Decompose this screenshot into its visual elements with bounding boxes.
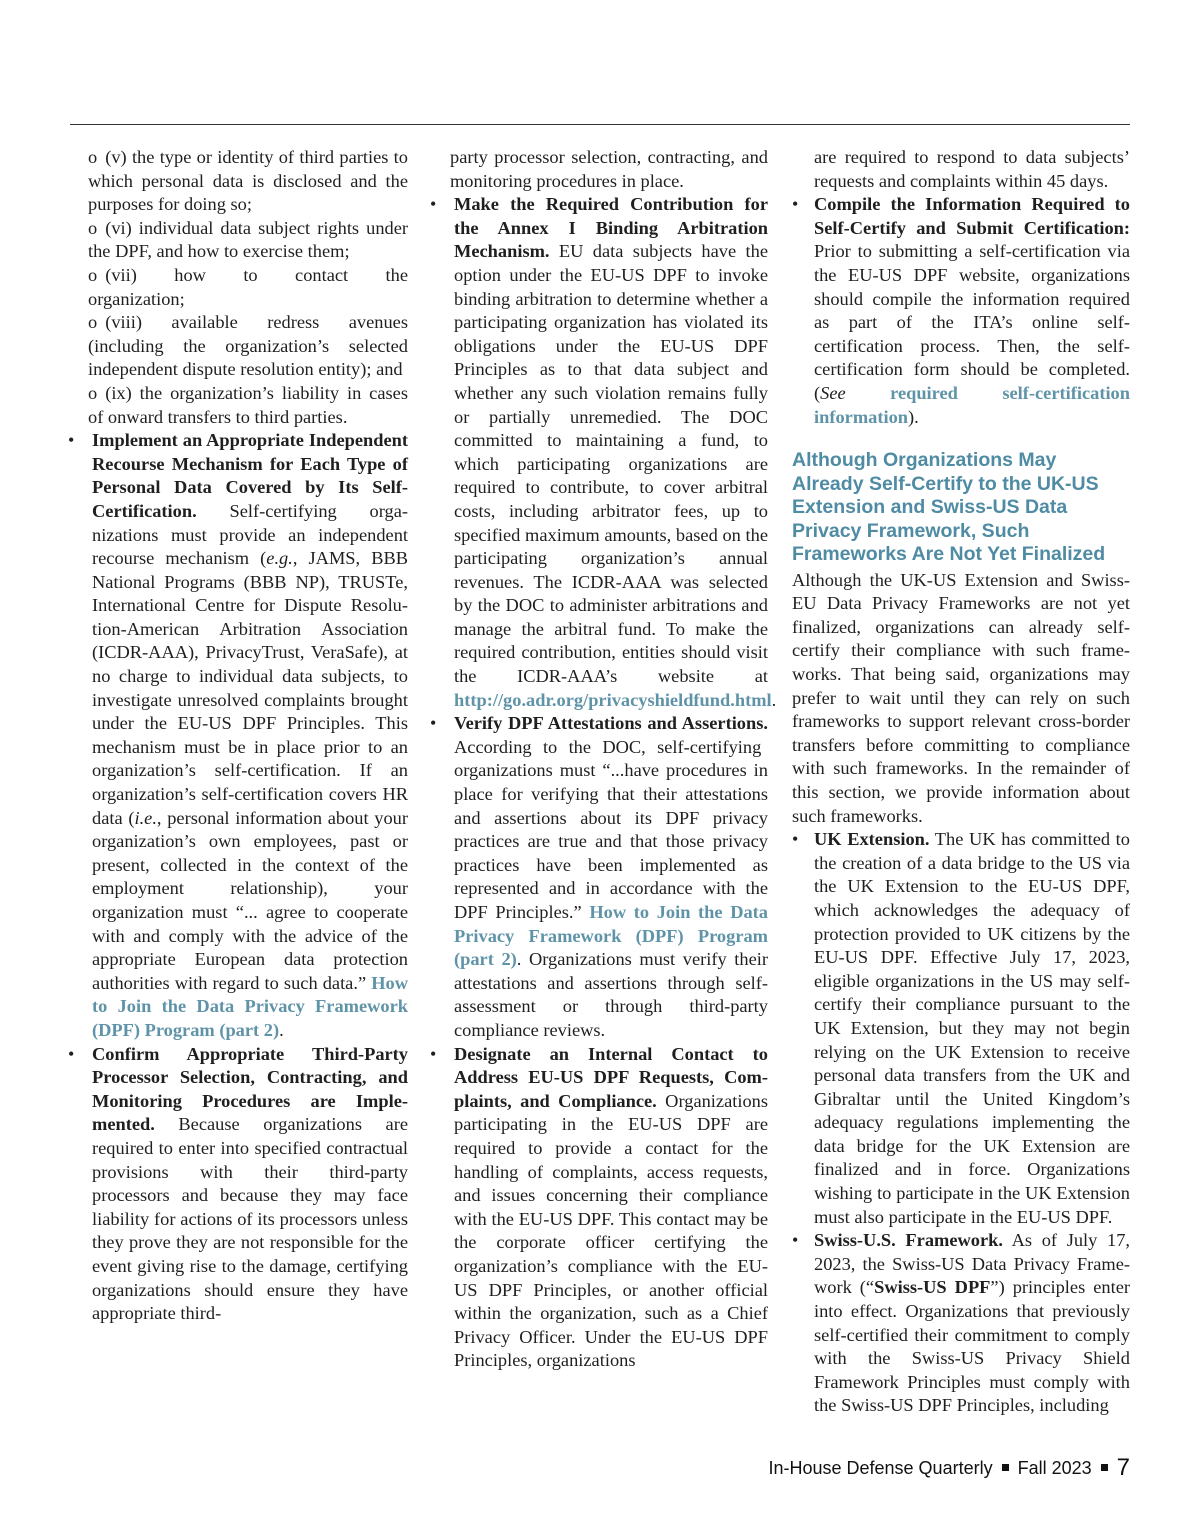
bullet-list bbox=[792, 828, 1130, 1418]
sub-marker: o bbox=[88, 312, 98, 333]
bullet-title: Implement an Appropriate Independent Recourse Mechanism for Each Type of Personal Data Covered by Its Self-Certification. bbox=[92, 430, 408, 521]
sub-marker: o bbox=[88, 217, 98, 238]
bullet-text: ). bbox=[908, 406, 919, 427]
issue-label: Fall 2023 bbox=[1017, 1458, 1092, 1478]
bullet-title: Designate an Internal Contact to Address EU-US DPF Requests, Complaints, and Compliance. bbox=[454, 1043, 768, 1111]
list-item-uk-extension bbox=[792, 828, 1130, 1229]
column-2 bbox=[450, 146, 777, 1373]
continuation-text: party processor selection, contracting, and monitoring procedures in place. bbox=[450, 147, 768, 191]
bullet-title: UK Extension. bbox=[814, 829, 930, 850]
bullet-title: Swiss-U.S. Framework. bbox=[814, 1230, 1003, 1251]
column-3 bbox=[792, 146, 1130, 1418]
list-item-swiss-us-framework bbox=[792, 1229, 1130, 1418]
sub-item-text: (vii) how to contact the organization; bbox=[88, 264, 408, 309]
bullet-list bbox=[88, 429, 408, 1326]
separator-square-icon bbox=[1101, 1464, 1108, 1471]
sub-item-text: (vi) individual data subject rights under the DPF, and how to exercise them; bbox=[88, 217, 408, 262]
separator-square-icon bbox=[1002, 1464, 1009, 1471]
sub-marker: o bbox=[88, 264, 98, 285]
bullet-title: Make the Required Contribution for the Annex I Binding Arbitration Mechanism. bbox=[454, 194, 768, 262]
self-certification-info-link[interactable]: required self-certification information bbox=[814, 382, 1130, 427]
bullet-text: Because organizations are required to enter into specified contractual provisions with their third-party processors and because they may face liability for actions of its processors unless they prove they are not responsible for the event giving rise to the damage, certifying organizations should ensure they have appropriate third- bbox=[92, 1114, 408, 1324]
bullet-text: As of July 17, 2023, the Swiss-US Data Privacy Framework (“ bbox=[814, 1230, 1130, 1298]
page-footer bbox=[768, 1454, 1130, 1482]
bullet-list bbox=[450, 193, 777, 1373]
bullet-italic: See bbox=[820, 382, 846, 403]
list-item-annex-arbitration bbox=[450, 193, 777, 712]
dpf-program-link[interactable]: How to Join the Data Privacy Framework (DPF) Program (part 2) bbox=[454, 902, 769, 970]
bullet-text: According to the DOC, self-certifying organizations must “...have procedures in place for verifying that their attestations and assertions about its DPF privacy practices are true and that those privacy practices have been implemented as represented and in accordance with the DPF Principles.” bbox=[454, 736, 768, 922]
sub-marker: o bbox=[88, 147, 98, 167]
sub-item-text: (ix) the organization’s liability in cases of onward transfers to third parties. bbox=[88, 382, 408, 427]
bullet-text: Organizations participating in the EU-US DPF are required to provide a contact for the handling of complaints, access requests, and issues concerning their compliance with the EU-US DPF. This contact may be the corporate officer certifying the organization’s compliance with the EU-US DPF Principles, or another official within the organization, such as a Chief Privacy Officer. Under the EU-US DPF Principles, organizations bbox=[454, 1090, 768, 1371]
bullet-italic: e.g. bbox=[266, 548, 293, 569]
sub-item-vi bbox=[88, 217, 408, 264]
bullet-text: EU data subjects have the option under the EU-US DPF to invoke binding arbitration to determine whether a participating organization has violated its obligations under the EU-US DPF Principles as to that data subject and whether any such violation remains fully or partially unremedied. The DOC committed to maintaining a fund, to which participating organizations are required to contribute, to cover arbitral costs, including arbitrator fees, up to specified maximum amounts, based on the participating organization’s annual revenues. The ICDR-AAA was selected by the DOC to administer arbitrations and manage the arbitral fund. To make the required contribution, entities should visit the ICDR-AAA’s website at bbox=[454, 241, 768, 687]
bullet-text: . bbox=[279, 1019, 284, 1040]
sub-item-viii bbox=[88, 311, 408, 382]
continuation-text: are required to respond to data subjects’ requests and complaints within 45 days. bbox=[814, 147, 1130, 191]
list-item-recourse-mechanism bbox=[88, 429, 408, 1042]
list-item-processor-selection bbox=[88, 1043, 408, 1326]
bullet-text: Self-certifying organizations must provide an independent recourse mechanism ( bbox=[92, 500, 408, 569]
bullet-title: Compile the Information Required to Self-Certify and Submit Certification: bbox=[814, 194, 1130, 238]
bullet-text: , JAMS, BBB National Programs (BBB NP), TRUSTe, International Centre for Dispute Resolution-American Arbitration Association (ICDR-AAA), PrivacyTrust, VeraSafe), at no charge to individual data subjects, to investigate unresolved complaints brought under the EU-US DPF Principles. This mechanism must be in place prior to an organization’s self-certification. If an organization’s self-certification covers HR data ( bbox=[92, 548, 408, 828]
sub-item-ix bbox=[88, 382, 408, 429]
sub-item-text: (viii) available redress avenues (including the organization’s selected independent dispute resolution entity); and bbox=[88, 312, 408, 380]
sub-item-vii bbox=[88, 264, 408, 311]
dpf-program-link[interactable]: How to Join the Data Privacy Framework (DPF) Program (part 2) bbox=[92, 972, 408, 1040]
bullet-text: Prior to submitting a self-certification via the EU-US DPF website, organizations should compile the information required as part of the ITA’s online self-certification process. Then, the self-certification form should be completed. ( bbox=[814, 241, 1130, 403]
list-item-internal-contact bbox=[450, 1043, 768, 1373]
bullet-text: . bbox=[771, 689, 777, 710]
list-item-compile-information bbox=[792, 193, 1130, 429]
bullet-text: The UK has committed to the creation of a data bridge to the US via the UK Extension to the EU-US DPF, which acknowledges the adequacy of protection provided to UK citizens by the EU-US DPF. Effective July 17, 2023, eligible organizations in the US may self-certify their compliance pursuant to the UK Extension, but they may not begin relying on the UK Extension to receive personal data transfers from the UK and Gibraltar until the United Kingdom’s adequacy regulations implementing the data bridge for the UK Extension are finalized and in force. Organizations wishing to participate in the UK Extension must also participate in the EU-US DPF. bbox=[814, 829, 1130, 1227]
section-paragraph: Although the UK-US Extension and Swiss-EU Data Privacy Frameworks are not yet finalized, organizations can already self-certify their compliance with such frameworks. That being said, organizations may prefer to wait until they can rely on such frameworks to support relevant cross-border transfers before committing to compliance with such frameworks. In the remainder of this section, we provide information about such frameworks. bbox=[792, 569, 1130, 826]
bullet-list bbox=[792, 193, 1130, 429]
column-1 bbox=[88, 146, 408, 1326]
bullet-text: , personal information about your organization’s own employees, past or present, collected in the context of the employment relationship), your organization must “... agree to cooperate with and comply with the advice of the appropriate European data protection authorities with regard to such data.” bbox=[92, 807, 408, 993]
sub-item-text: (v) the type or identity of third parties to which personal data is disclosed and the purposes for doing so; bbox=[88, 147, 408, 215]
list-item-verify-attestations bbox=[450, 712, 768, 1042]
bullet-italic: i.e. bbox=[134, 807, 157, 828]
sub-marker: o bbox=[88, 382, 98, 403]
bullet-text: ”) principles enter into effect. Organizations that previously self-certified their commitment to comply with the Swiss-US Privacy Shield Framework Principles must comply with the Swiss-US DPF Principles, including bbox=[814, 1277, 1130, 1416]
publication-name: In-House Defense Quarterly bbox=[768, 1458, 993, 1478]
section-heading: Although Organizations May Already Self-Certify to the UK-US Extension and Swiss-US Data Privacy Framework, Such Frameworks Are Not Yet Finalized bbox=[792, 449, 1106, 566]
bullet-text: . Organizations must verify their attestations and assertions through self-assessment or through third-party compliance reviews. bbox=[454, 949, 768, 1040]
bullet-title: Confirm Appropriate Third-Party Processor Selection, Contracting, and Monitoring Procedures are Implemented. bbox=[92, 1043, 408, 1135]
bullet-bold-term: Swiss-US DPF bbox=[874, 1277, 991, 1298]
page-number: 7 bbox=[1116, 1454, 1130, 1481]
privacy-shield-fund-link[interactable]: http://go.adr.org/privacyshieldfund.html bbox=[454, 689, 772, 710]
header-rule bbox=[70, 124, 1130, 125]
sub-item-v bbox=[88, 146, 408, 217]
bullet-title: Verify DPF Attestations and Assertions. bbox=[454, 713, 768, 734]
